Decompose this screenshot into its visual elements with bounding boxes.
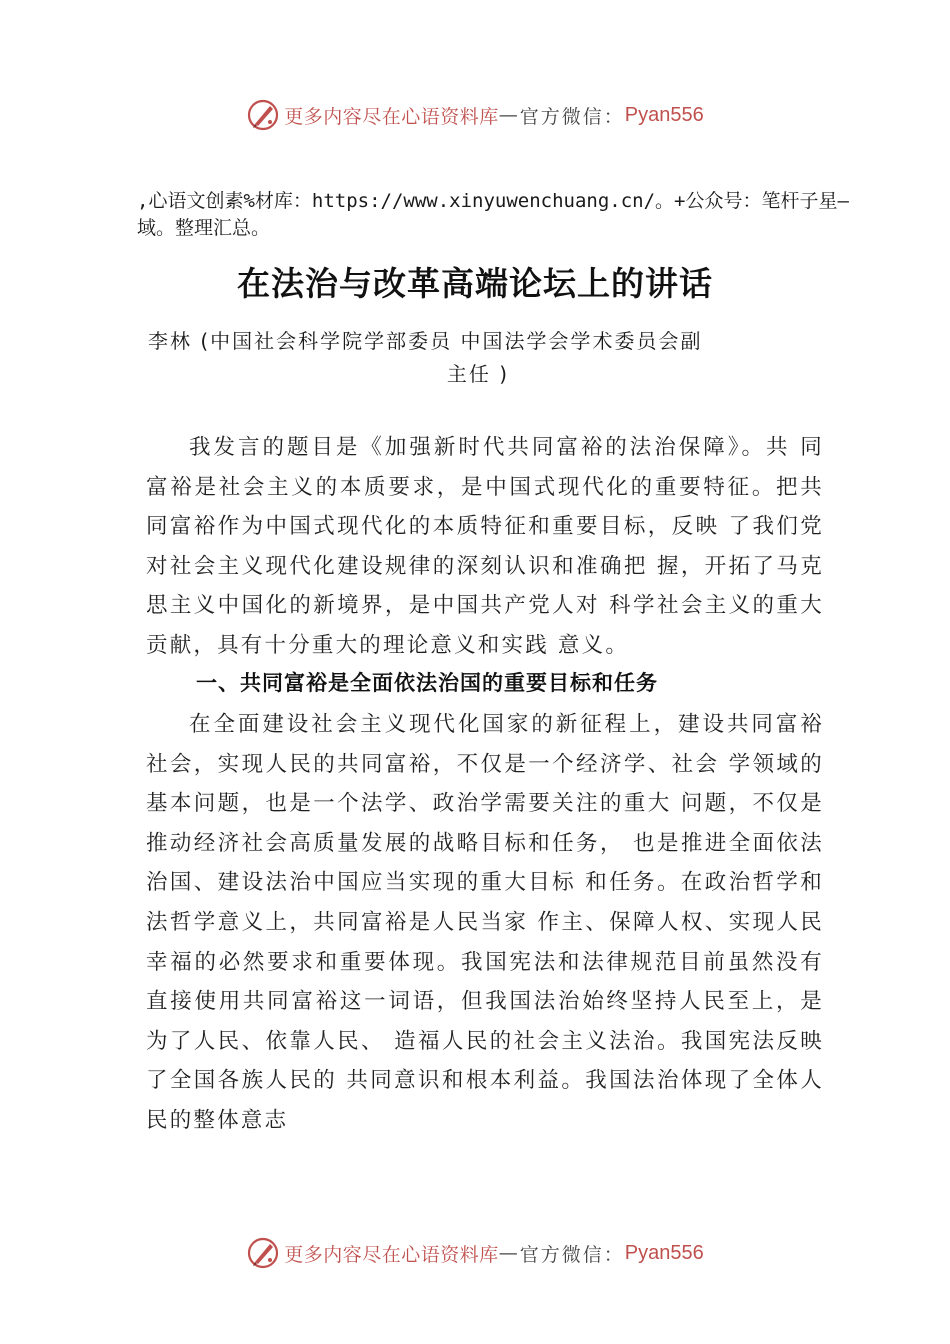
footer-banner-wechat-id: Pyan556: [624, 1241, 704, 1264]
document-title: 在法治与改革高端论坛上的讲话: [237, 264, 713, 303]
author-line-2: 主任 ): [446, 362, 510, 386]
source-note: ,心语文创素%材库：https://www.xinyuwenchuang.cn/。+公众号：笔杆子星—域。整理汇总。: [137, 190, 849, 239]
author-info: [148, 325, 808, 391]
banner-wechat-id: Pyan556: [624, 103, 704, 126]
banner-separator: —: [498, 104, 520, 126]
pen-logo-icon: [246, 1236, 280, 1270]
pen-logo-icon: [246, 98, 280, 132]
section-heading: 一、共同富裕是全面依法治国的重要目标和任务: [196, 671, 658, 695]
header-banner: [0, 95, 950, 135]
footer-banner-text: 更多内容尽在心语资料库: [284, 1243, 499, 1266]
footer-banner-separator: —: [498, 1242, 520, 1264]
footer-banner: [0, 1233, 950, 1273]
banner-official-label: 官方微信：: [519, 105, 625, 128]
footer-banner-official-label: 官方微信：: [519, 1243, 625, 1266]
banner-text: 更多内容尽在心语资料库: [284, 105, 499, 128]
paragraph-section-1: 在全面建设社会主义现代化国家的新征程上，建设共同富裕社会，实现人民的共同富裕，不仅是一个经济学、社会 学领域的基本问题，也是一个法学、政治学需要关注的重大 问题，不仅是推动经济社会高质量发展的战略目标和任务， 也是推进全面依法治国、建设法治中国应当实现的重大目标 和任务。在政治哲学和法哲学意义上，共同富裕是人民当家 作主、保障人权、实现人民幸福的必然要求和重要体现。我国宪法和法律规范目前虽然没有直接使用共同富裕这一词语，但我国法治始终坚持人民至上，是为了人民、依靠人民、 造福人民的社会主义法治。我国宪法反映了全国各族人民的 共同意识和根本利益。我国法治体现了全体人民的整体意志: [146, 712, 824, 1133]
author-line-1: 李林 (中国社会科学院学部委员 中国法学会学术委员会副: [148, 329, 703, 353]
paragraph-intro: 我发言的题目是《加强新时代共同富裕的法治保障》。共 同富裕是社会主义的本质要求，是中国式现代化的重要特征。把共同富裕作为中国式现代化的本质特征和重要目标，反映 了我们党对社会主义现代化建设规律的深刻认识和准确把 握，开拓了马克思主义中国化的新境界，是中国共产党人对 科学社会主义的重大贡献，具有十分重大的理论意义和实践 意义。: [146, 435, 824, 658]
